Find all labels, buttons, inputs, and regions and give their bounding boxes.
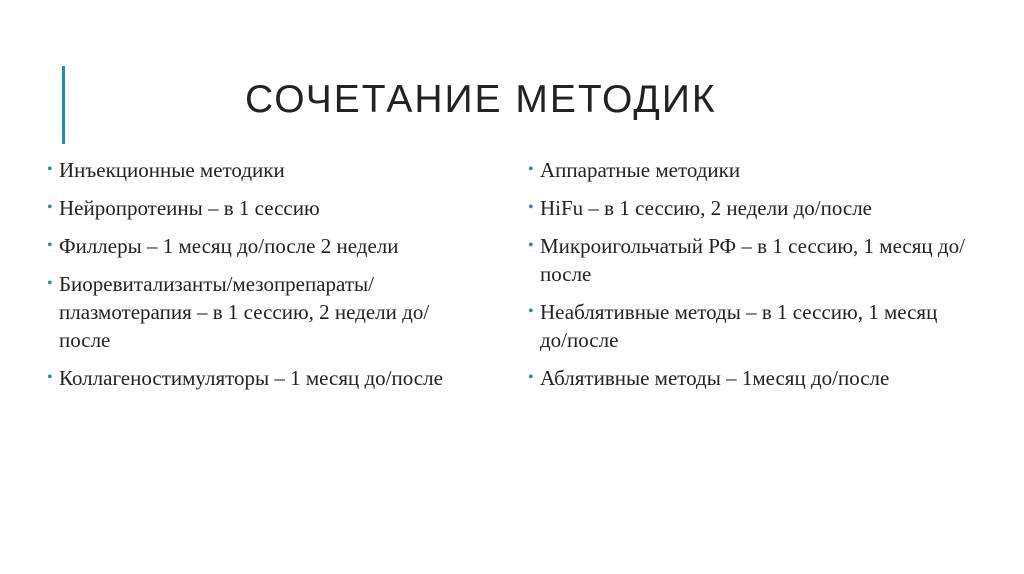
bullet-icon: •	[47, 369, 53, 386]
list-item-text: Аблятивные методы – 1месяц до/после	[540, 366, 890, 390]
left-column	[45, 156, 485, 402]
bullet-icon: •	[528, 237, 534, 254]
list-item-text: Микроигольчатый РФ – в 1 сессию, 1 месяц до/после	[540, 234, 965, 286]
bullet-icon: •	[528, 303, 534, 320]
list-item	[526, 156, 986, 184]
list-item	[45, 232, 485, 260]
bullet-icon: •	[47, 237, 53, 254]
device-methods-list	[526, 156, 986, 392]
list-item-text: Биоревитализанты/мезопрепараты/плазмотерапия – в 1 сессию, 2 недели до/после	[59, 272, 430, 352]
list-item	[45, 364, 485, 392]
injection-methods-list	[45, 156, 485, 392]
list-item	[526, 232, 986, 288]
list-item-text: Инъекционные методики	[59, 158, 285, 182]
list-item	[45, 270, 485, 354]
list-item-text: Филлеры – 1 месяц до/после 2 недели	[59, 234, 399, 258]
list-item	[526, 364, 986, 392]
bullet-icon: •	[528, 369, 534, 386]
list-item-text: Аппаратные методики	[540, 158, 741, 182]
right-column	[526, 156, 986, 402]
bullet-icon: •	[528, 199, 534, 216]
list-item	[526, 194, 986, 222]
slide-title: СОЧЕТАНИЕ МЕТОДИК	[245, 78, 717, 121]
title-accent-bar	[62, 66, 65, 144]
bullet-icon: •	[528, 161, 534, 178]
list-item	[45, 194, 485, 222]
bullet-icon: •	[47, 161, 53, 178]
list-item-text: Коллагеностимуляторы – 1 месяц до/после	[59, 366, 443, 390]
list-item	[45, 156, 485, 184]
list-item-text: HiFu – в 1 сессию, 2 недели до/после	[540, 196, 872, 220]
list-item-text: Неаблятивные методы – в 1 сессию, 1 месяц до/после	[540, 300, 938, 352]
bullet-icon: •	[47, 275, 53, 292]
list-item	[526, 298, 986, 354]
bullet-icon: •	[47, 199, 53, 216]
list-item-text: Нейропротеины – в 1 сессию	[59, 196, 320, 220]
